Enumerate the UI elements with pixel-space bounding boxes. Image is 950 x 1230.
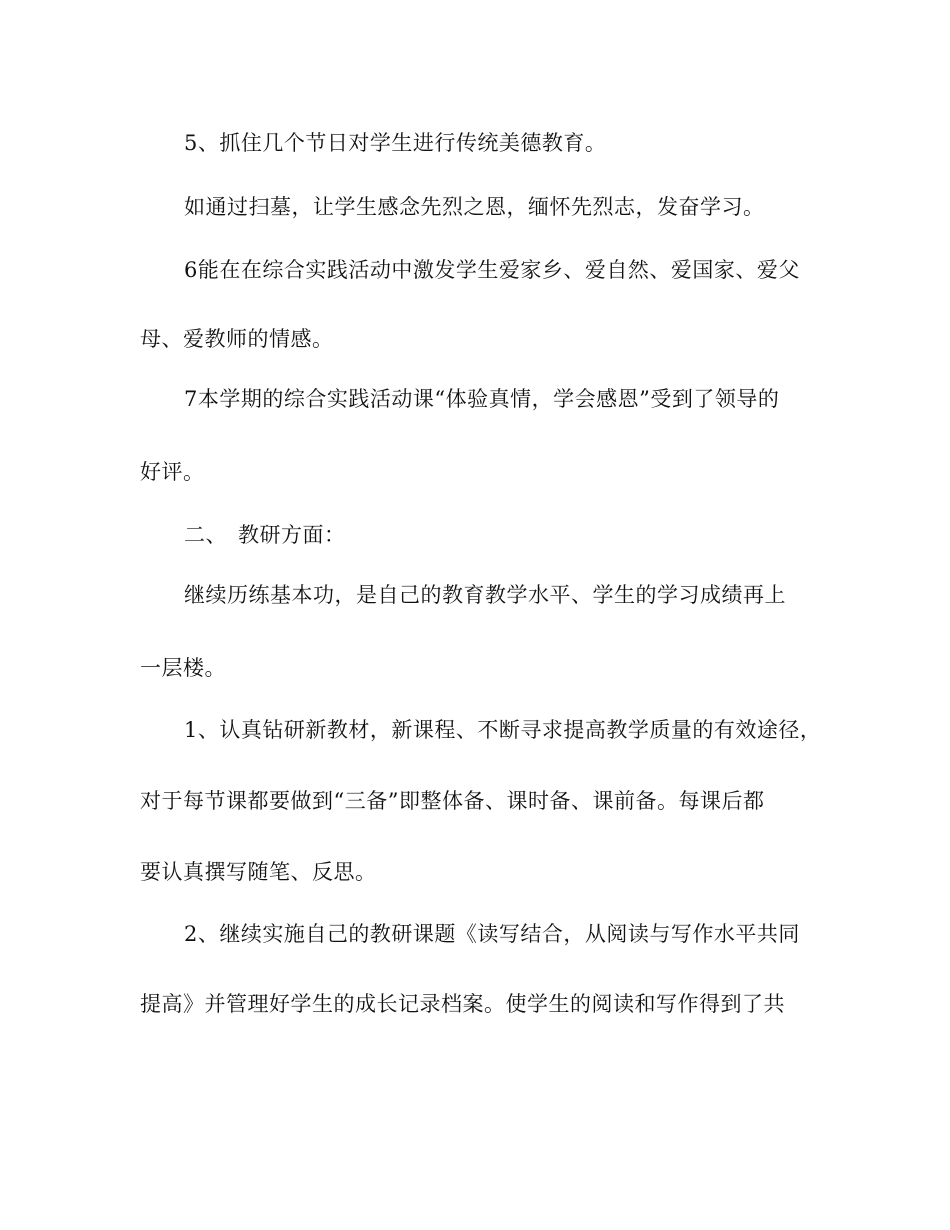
paragraph-line: 一层楼。 (140, 656, 226, 680)
paragraph-line: 母、爱教师的情感。 (140, 327, 334, 351)
paragraph-line: 要认真撰写随笔、反思。 (140, 860, 377, 884)
paragraph-line: 对于每节课都要做到“三备”即整体备、课时备、课前备。每课后都 (140, 789, 765, 813)
section-heading: 二、 教研方面： (184, 523, 346, 547)
paragraph-line: 2、继续实施自己的教研课题《读写结合，从阅读与写作水平共同 (184, 922, 800, 946)
paragraph-line: 如通过扫墓，让学生感念先烈之恩，缅怀先烈志，发奋学习。 (184, 195, 765, 219)
paragraph-line: 继续历练基本功，是自己的教育教学水平、学生的学习成绩再上 (184, 583, 786, 607)
paragraph-line: 提高》并管理好学生的成长记录档案。使学生的阅读和写作得到了共 (140, 992, 785, 1016)
paragraph-line: 7本学期的综合实践活动课“体验真情，学会感恩”受到了领导的 (184, 387, 780, 411)
paragraph-line: 1、认真钻研新教材，新课程、不断寻求提高教学质量的有效途径， (184, 718, 822, 742)
paragraph-line: 好评。 (140, 460, 205, 484)
paragraph-line: 5、抓住几个节日对学生进行传统美德教育。 (184, 131, 607, 155)
paragraph-line: 6能在在综合实践活动中激发学生爱家乡、爱自然、爱国家、爱父 (184, 258, 800, 282)
